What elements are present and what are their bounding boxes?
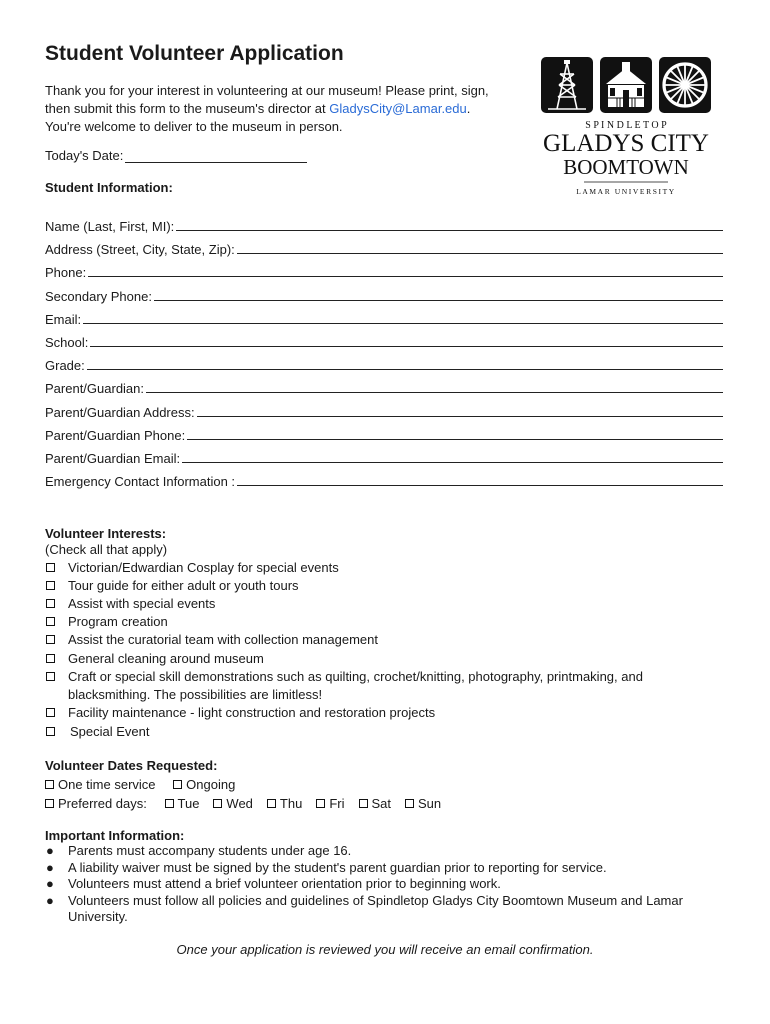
form-field-input-line[interactable] (197, 416, 723, 417)
form-field-label: School: (45, 335, 89, 350)
logo-bottom-text: LAMAR UNIVERSITY (576, 187, 676, 196)
important-list (45, 843, 735, 926)
checkbox-icon[interactable] (45, 780, 54, 789)
intro-line-2-end: . (466, 101, 471, 116)
checkbox-icon[interactable] (46, 654, 55, 663)
day-option-label: Tue (177, 796, 200, 811)
gladys-city-logo (536, 54, 718, 198)
dates-row-days (45, 795, 455, 813)
form-field-input-line[interactable] (237, 253, 723, 254)
important-item (45, 893, 735, 926)
preferred-days-label: Preferred days: (58, 796, 147, 811)
todays-date-label: Today's Date: (45, 148, 124, 163)
form-field-input-line[interactable] (83, 323, 723, 324)
todays-date-row (45, 148, 307, 163)
interest-option-label: Victorian/Edwardian Cosplay for special events (68, 560, 339, 575)
important-item (45, 843, 735, 860)
checkbox-icon[interactable] (46, 563, 55, 572)
logo-graphic (536, 54, 718, 198)
option-ongoing-label: Ongoing (186, 777, 236, 792)
form-field-label: Email: (45, 311, 82, 327)
form-field-input-line[interactable] (187, 439, 723, 440)
option-preferred-days[interactable] (45, 796, 147, 811)
checkbox-icon[interactable] (46, 617, 55, 626)
bullet-icon: ● (46, 892, 54, 908)
interest-option-label: Assist the curatorial team with collection management (68, 632, 378, 647)
page-title: Student Volunteer Application (45, 42, 344, 65)
todays-date-field[interactable] (125, 150, 307, 163)
checkbox-icon[interactable] (267, 799, 276, 808)
interest-option-label: Special Event (70, 724, 150, 739)
option-ongoing[interactable] (173, 777, 235, 792)
interest-option[interactable] (45, 559, 725, 577)
interest-option[interactable] (45, 595, 725, 613)
form-field-input-line[interactable] (90, 346, 723, 347)
form-field-row (45, 425, 723, 443)
dates-heading: Volunteer Dates Requested: (45, 758, 218, 773)
intro-line-1: Thank you for your interest in volunteering at our museum! Please print, sign, (45, 83, 489, 98)
interest-option-label: Facility maintenance - light construction and restoration projects (68, 705, 436, 720)
interest-option[interactable] (45, 631, 725, 649)
dates-row-frequency (45, 776, 249, 794)
interest-option[interactable] (45, 704, 725, 722)
form-field-input-line[interactable] (146, 392, 723, 393)
form-field-row (45, 448, 723, 466)
checkbox-icon[interactable] (46, 708, 55, 717)
interest-option[interactable] (45, 577, 725, 595)
intro-paragraph (45, 82, 525, 136)
footer-note: Once your application is reviewed you will receive an email confirmation. (176, 942, 594, 957)
form-field-row (45, 355, 723, 373)
checkbox-icon[interactable] (405, 799, 414, 808)
house-icon (600, 57, 652, 113)
important-heading: Important Information: (45, 828, 185, 843)
form-field-input-line[interactable] (87, 369, 723, 370)
wagon-wheel-icon (659, 57, 711, 113)
checkbox-icon[interactable] (359, 799, 368, 808)
day-option-label: Fri (329, 796, 345, 811)
day-option[interactable] (267, 796, 302, 811)
logo-sub-text: BOOMTOWN (563, 155, 689, 179)
form-field-row (45, 262, 723, 280)
day-option-label: Thu (279, 796, 303, 811)
email-link[interactable]: GladysCity@Lamar.edu (329, 101, 467, 116)
interest-option-label: General cleaning around museum (68, 651, 264, 666)
interests-subheading: (Check all that apply) (45, 542, 168, 557)
important-item (45, 876, 735, 893)
form-field-input-line[interactable] (237, 485, 723, 486)
form-field-label: Parent/Guardian Email: (45, 451, 181, 466)
day-option[interactable] (165, 796, 200, 811)
day-option[interactable] (213, 796, 253, 811)
form-field-label: Parent/Guardian Phone: (45, 427, 186, 443)
checkbox-icon[interactable] (316, 799, 325, 808)
interests-heading: Volunteer Interests: (45, 526, 167, 541)
intro-line-2 (45, 100, 525, 118)
intro-line-3: You're welcome to deliver to the museum in person. (45, 119, 343, 134)
interest-option[interactable] (45, 613, 725, 631)
interest-option[interactable] (45, 650, 725, 668)
form-field-label: Name (Last, First, MI): (45, 219, 175, 234)
intro-line-2-text: then submit this form to the museum's director at (45, 101, 330, 116)
interest-option-label: Assist with special events (68, 596, 216, 611)
checkbox-icon[interactable] (165, 799, 174, 808)
form-field-row (45, 309, 723, 327)
checkbox-icon[interactable] (173, 780, 182, 789)
form-field-label: Emergency Contact Information : (45, 474, 236, 490)
interest-option-label: Program creation (68, 614, 168, 629)
option-one-time[interactable] (45, 777, 156, 792)
form-field-label: Address (Street, City, State, Zip): (45, 242, 235, 258)
bullet-icon: ● (46, 876, 54, 891)
form-field-label: Phone: (45, 265, 87, 281)
important-item-text: A liability waiver must be signed by the student's parent guardian prior to reporting for service. (68, 859, 607, 875)
day-option[interactable] (359, 796, 392, 811)
day-option-label: Sun (418, 796, 442, 811)
bullet-icon: ● (46, 843, 54, 858)
student-info-heading: Student Information: (45, 180, 173, 195)
form-field-input-line[interactable] (182, 462, 723, 463)
form-field-row (45, 216, 723, 234)
checkbox-icon[interactable] (45, 799, 54, 808)
interest-option-label: Craft or special skill demonstrations such as quilting, crochet/knitting, photography, printmaking, and blacksmithing. The possibilities are limitless! (68, 669, 643, 702)
interest-option[interactable] (45, 668, 725, 704)
form-field-label: Parent/Guardian: (45, 381, 145, 397)
form-field-row (45, 286, 723, 304)
form-field-row (45, 239, 723, 257)
bullet-icon: ● (46, 859, 54, 875)
checkbox-icon[interactable] (46, 672, 55, 681)
form-field-row (45, 378, 723, 396)
option-one-time-label: One time service (58, 777, 156, 792)
checkbox-icon[interactable] (46, 727, 55, 736)
checkbox-icon[interactable] (46, 599, 55, 608)
day-option-label: Sat (371, 796, 392, 811)
form-field-row (45, 332, 723, 350)
form-field-input-line[interactable] (88, 276, 723, 277)
interest-option[interactable] (45, 723, 725, 741)
day-option[interactable] (405, 796, 441, 811)
form-field-input-line[interactable] (154, 300, 723, 301)
checkbox-icon[interactable] (213, 799, 222, 808)
logo-main-text: GLADYS CITY (543, 130, 709, 157)
logo-top-text: S P I N D L E T O P (585, 120, 667, 131)
form-field-label: Grade: (45, 358, 85, 374)
interest-option-label: Tour guide for either adult or youth tours (68, 578, 299, 593)
form-field-label: Parent/Guardian Address: (45, 404, 195, 420)
form-field-input-line[interactable] (176, 230, 723, 231)
day-option-label: Wed (226, 796, 253, 811)
checkbox-icon[interactable] (46, 581, 55, 590)
form-field-row (45, 402, 723, 420)
form-field-row (45, 471, 723, 489)
important-item-text: Parents must accompany students under age 16. (68, 843, 352, 858)
form-field-label: Secondary Phone: (45, 288, 152, 304)
day-option[interactable] (316, 796, 344, 811)
checkbox-icon[interactable] (46, 635, 55, 644)
important-item-text: Volunteers must attend a brief volunteer orientation prior to beginning work. (68, 876, 501, 891)
oil-derrick-icon (541, 57, 593, 113)
important-item (45, 860, 735, 877)
important-item-text: Volunteers must follow all policies and guidelines of Spindletop Gladys City Boomtown Museum and Lamar University. (68, 892, 683, 924)
